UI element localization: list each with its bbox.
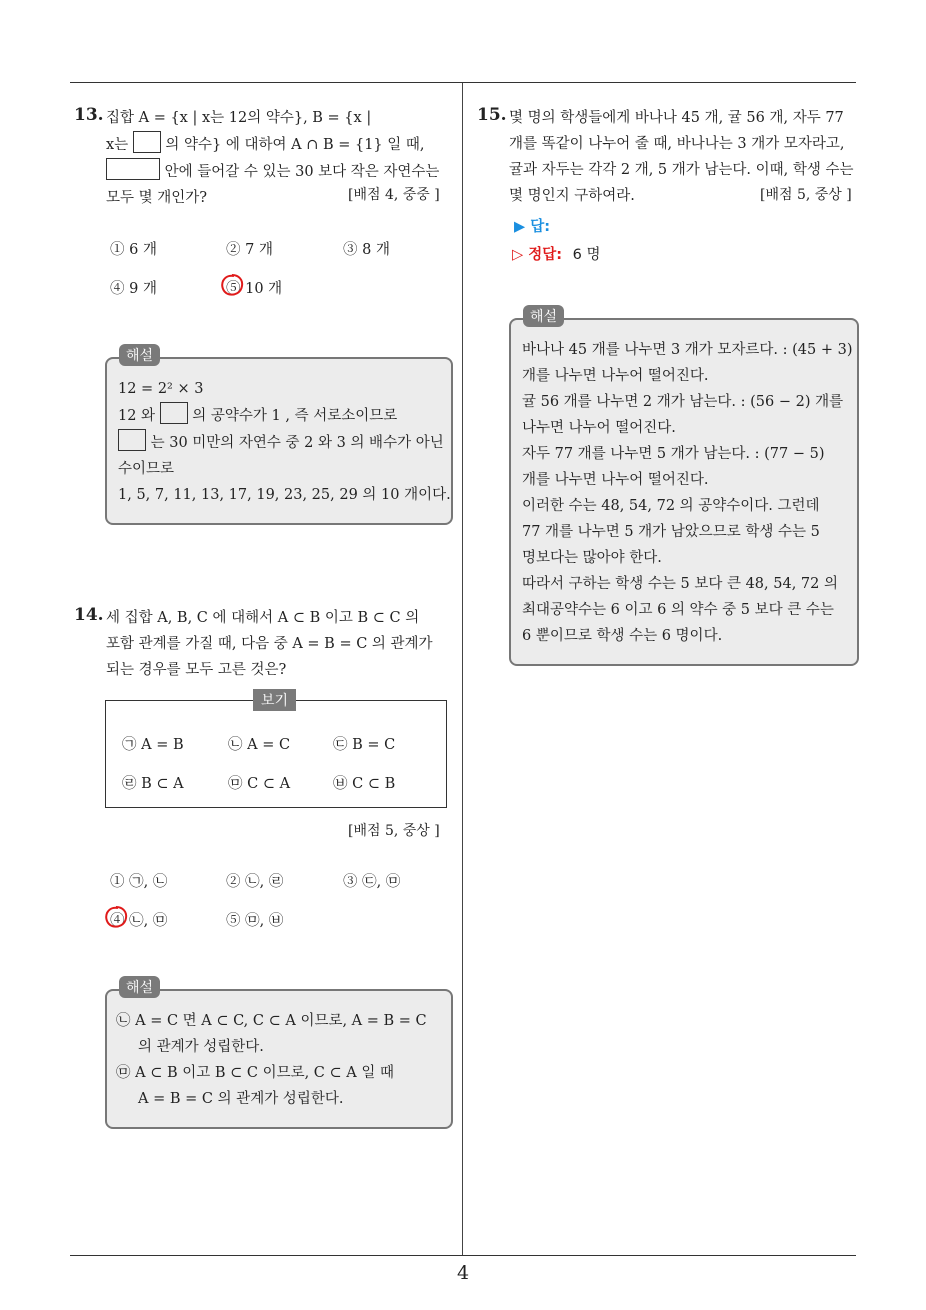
solution-text: ㉡ A = C 면 A ⊂ C, C ⊂ A 이므로, A = B = C 의 관계가 성립한다. ㉤ A ⊂ B 이고 B ⊂ C 이므로, C ⊂ A 일 때 A = B = C 의 관계가 성립한다.: [116, 1013, 427, 1107]
column-divider: [462, 83, 463, 1255]
answer-circle-icon: [219, 272, 245, 298]
question-text: 집합 A = {x | x는 12의 약수}, B = {x | x는 의 약수} 에 대하여 A ∩ B = {1} 일 때, 안에 들어갈 수 있는 30 보다 작은 자연수는 모두 몇 개인가?: [106, 110, 440, 206]
choice-5[interactable]: ⑤ 10 개: [226, 281, 283, 297]
choice-4[interactable]: ④ ㉡, ㉤: [110, 913, 168, 929]
question-text: 몇 명의 학생들에게 바나나 45 개, 귤 56 개, 자두 77 개를 똑같이 나누어 줄 때, 바나나는 3 개가 모자라고, 귤과 자두는 각각 2 개, 5 개가 남는다. 이때, 학생 수는 몇 명인지 구하여라.: [509, 110, 854, 204]
choice-2[interactable]: ② ㉡, ㉣: [226, 874, 284, 890]
bogi-item: ㉡ A = C: [228, 737, 291, 753]
bogi-item: ㉠ A = B: [122, 737, 184, 753]
score-label: [배점 4, 중중 ]: [348, 187, 440, 203]
bogi-item: ㉥ C ⊂ B: [333, 776, 396, 792]
blank-box: [133, 131, 161, 153]
blank-box: [160, 402, 188, 424]
solution-tag: 해설: [119, 976, 160, 998]
top-rule: [70, 82, 856, 83]
question-text: 세 집합 A, B, C 에 대해서 A ⊂ B 이고 B ⊂ C 의 포함 관계를 가질 때, 다음 중 A = B = C 의 관계가 되는 경우를 모두 고른 것은?: [106, 610, 433, 678]
solution-tag: 해설: [523, 305, 564, 327]
score-label: [배점 5, 중상 ]: [348, 823, 440, 839]
score-label: [배점 5, 중상 ]: [760, 187, 852, 203]
bogi-item: ㉣ B ⊂ A: [122, 776, 184, 792]
choice-4[interactable]: ④ 9 개: [110, 281, 157, 297]
choice-1[interactable]: ① ㉠, ㉡: [110, 874, 168, 890]
correct-answer: ▷ 정답: 6 명: [512, 247, 601, 263]
choice-5[interactable]: ⑤ ㉤, ㉥: [226, 913, 284, 929]
blank-box: [118, 429, 146, 451]
blank-box: [106, 158, 160, 180]
choice-3[interactable]: ③ ㉢, ㉤: [343, 874, 401, 890]
choice-2[interactable]: ② 7 개: [226, 242, 273, 258]
bogi-item: ㉤ C ⊂ A: [228, 776, 291, 792]
bogi-tag: 보기: [253, 689, 296, 711]
solution-tag: 해설: [119, 344, 160, 366]
answer-input-label[interactable]: ▶ 답:: [514, 219, 551, 235]
bottom-rule: [70, 1255, 856, 1256]
bogi-item: ㉢ B = C: [333, 737, 396, 753]
question-number: 14.: [74, 605, 104, 625]
answer-circle-icon: [103, 904, 129, 930]
question-number: 13.: [74, 105, 104, 125]
solution-text: 바나나 45 개를 나누면 3 개가 모자르다. : (45 + 3) 개를 나누면 나누어 떨어진다. 귤 56 개를 나누면 2 개가 남는다. : (56 − 2) 개를 나누면 나누어 떨어진다. 자두 77 개를 나누면 5 개가 남는다. : (77 − 5) 개를 나누면 나누어 떨어진다. 이러한 수는 48, 54, 72 의 공약수이다. 그런데 77 개를 나누면 5 개가 남았으므로 학생 수는 5 명보다는 많아야 한다. 따라서 구하는 학생 수는 5 보다 큰 48, 54, 72 의 최대공약수는 6 이고 6 의 약수 중 5 보다 큰 수는 6 뿐이므로 학생 수는 6 명이다.: [522, 342, 853, 644]
solution-text: 12 = 2² × 3 12 와 의 공약수가 1 , 즉 서로소이므로 는 30 미만의 자연수 중 2 와 3 의 배수가 아닌 수이므로 1, 5, 7, 11, 13, 17, 19, 23, 25, 29 의 10 개이다.: [118, 381, 451, 503]
page-number: 4: [456, 1262, 470, 1284]
choice-1[interactable]: ① 6 개: [110, 242, 157, 258]
choice-3[interactable]: ③ 8 개: [343, 242, 390, 258]
question-number: 15.: [477, 105, 507, 125]
